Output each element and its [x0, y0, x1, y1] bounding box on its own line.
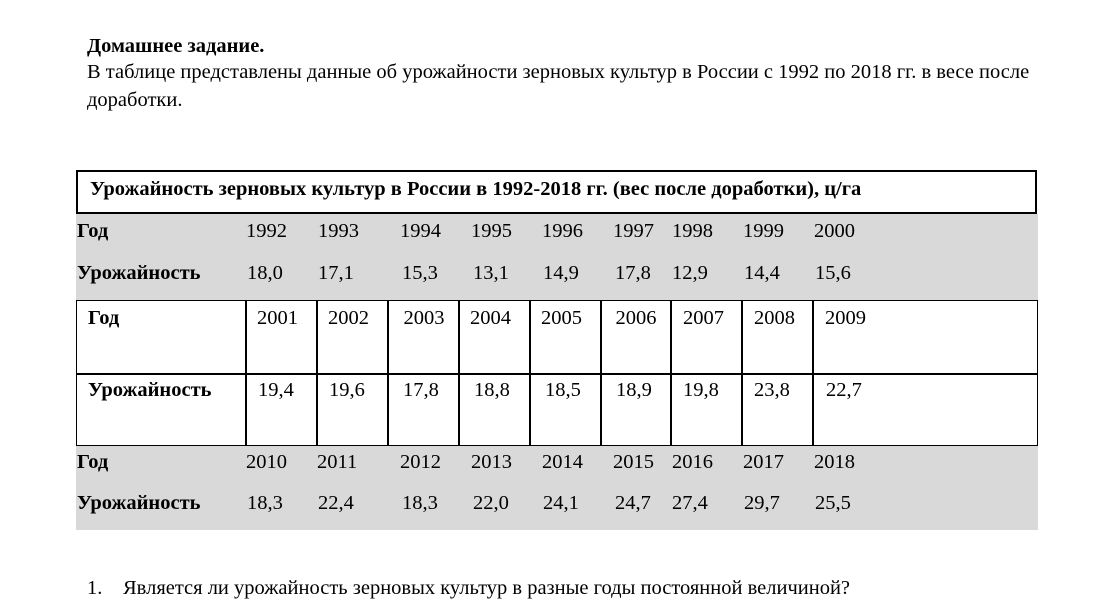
column-divider — [529, 300, 531, 446]
row-label-year: Год — [77, 451, 109, 473]
year-cell: 2016 — [672, 451, 713, 473]
column-divider — [316, 300, 318, 446]
yield-cell: 24,7 — [615, 492, 651, 514]
yield-cell: 18,0 — [247, 262, 283, 284]
yield-cell: 19,4 — [258, 379, 294, 401]
yield-cell: 18,9 — [616, 379, 652, 401]
year-cell: 2006 — [615, 307, 657, 329]
yield-cell: 14,9 — [543, 262, 579, 284]
yield-cell: 23,8 — [754, 379, 790, 401]
year-cell: 2012 — [400, 451, 441, 473]
year-cell: 1992 — [246, 220, 287, 242]
year-cell: 2009 — [825, 307, 866, 329]
year-cell: 1994 — [400, 220, 441, 242]
year-cell: 1993 — [318, 220, 359, 242]
year-cell: 2004 — [470, 307, 511, 329]
row-divider — [76, 373, 1038, 375]
question-number: 1. — [87, 577, 103, 599]
year-cell: 2015 — [613, 451, 654, 473]
year-cell: 2018 — [814, 451, 855, 473]
question-text: Является ли урожайность зерновых культур в разные годы постоянной величиной? — [123, 577, 851, 599]
year-cell: 2014 — [542, 451, 583, 473]
column-divider — [741, 300, 743, 446]
yield-cell: 15,3 — [402, 262, 438, 284]
yield-cell: 24,1 — [543, 492, 579, 514]
year-cell: 1995 — [471, 220, 512, 242]
yield-cell: 17,1 — [318, 262, 354, 284]
intro-paragraph: В таблице представлены данные об урожайности зерновых культур в России с 1992 по 2018 гг. в весе после доработки. — [87, 61, 1030, 111]
year-cell: 2013 — [471, 451, 512, 473]
row-label-yield: Урожайность — [77, 262, 201, 284]
year-cell: 2010 — [246, 451, 287, 473]
year-cell: 2005 — [541, 307, 582, 329]
year-cell: 2002 — [328, 307, 369, 329]
year-cell: 1998 — [672, 220, 713, 242]
document-title: Домашнее задание. — [87, 35, 265, 57]
year-cell: 2007 — [683, 307, 724, 329]
year-cell: 2011 — [317, 451, 358, 473]
year-cell: 2017 — [743, 451, 784, 473]
yield-cell: 22,0 — [473, 492, 509, 514]
row-label-year: Год — [88, 307, 120, 329]
year-cell: 2001 — [257, 307, 298, 329]
year-cell: 2008 — [754, 307, 795, 329]
yield-cell: 19,6 — [329, 379, 365, 401]
question-item — [87, 574, 850, 602]
yield-cell: 19,8 — [683, 379, 719, 401]
column-divider — [670, 300, 672, 446]
table-caption: Урожайность зерновых культур в России в 1992-2018 гг. (вес после доработки), ц/га — [76, 170, 1037, 214]
yield-cell: 17,8 — [403, 379, 439, 401]
row-label-year: Год — [77, 220, 109, 242]
yield-cell: 17,8 — [615, 262, 651, 284]
yield-cell: 25,5 — [815, 492, 851, 514]
column-divider — [600, 300, 602, 446]
column-divider — [245, 300, 247, 446]
row-label-yield: Урожайность — [88, 379, 212, 401]
year-cell: 2003 — [403, 307, 445, 329]
yield-cell: 29,7 — [744, 492, 780, 514]
year-cell: 1996 — [542, 220, 583, 242]
year-cell: 2000 — [814, 220, 855, 242]
year-cell: 1997 — [613, 220, 654, 242]
row-label-yield: Урожайность — [77, 492, 201, 514]
yield-cell: 15,6 — [815, 262, 851, 284]
yield-cell: 27,4 — [672, 492, 708, 514]
year-cell: 1999 — [743, 220, 784, 242]
yield-cell: 22,4 — [318, 492, 354, 514]
yield-cell: 18,5 — [545, 379, 581, 401]
yield-cell: 18,3 — [247, 492, 283, 514]
yield-cell: 18,3 — [402, 492, 438, 514]
yield-cell: 18,8 — [474, 379, 510, 401]
column-divider — [387, 300, 389, 446]
yield-cell: 12,9 — [672, 262, 708, 284]
yield-cell: 14,4 — [744, 262, 780, 284]
column-divider — [458, 300, 460, 446]
yield-cell: 22,7 — [826, 379, 862, 401]
column-divider — [812, 300, 814, 446]
yield-cell: 13,1 — [473, 262, 509, 284]
